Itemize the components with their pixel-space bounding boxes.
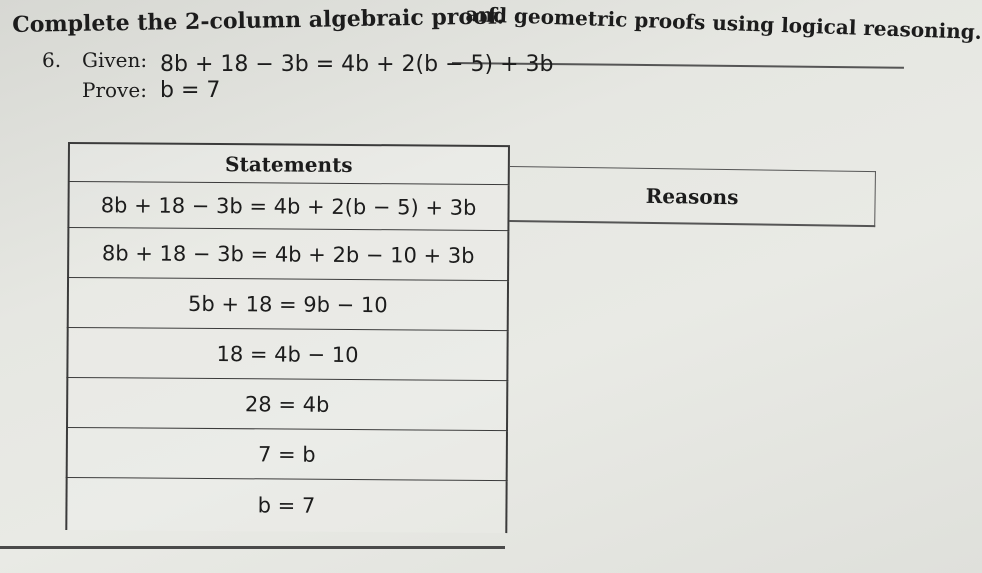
prove-label: Prove:	[82, 78, 147, 102]
given-label: Given:	[82, 48, 148, 72]
statement-row: 28 = 4b	[66, 378, 508, 431]
statements-column	[65, 142, 510, 533]
given-line	[42, 48, 554, 78]
worksheet-header: and geometric proofs using logical reasoning.	[465, 2, 982, 45]
statement-row: 7 = b	[66, 428, 508, 481]
statement-row: b = 7	[65, 478, 507, 533]
given-equation: 8b + 18 − 3b = 4b + 2(b − 5) + 3b	[160, 52, 554, 77]
statement-row: 18 = 4b − 10	[66, 328, 508, 381]
prove-line	[42, 78, 554, 108]
prove-equation: b = 7	[160, 78, 221, 103]
statement-row: 8b + 18 − 3b = 4b + 2b − 10 + 3b	[67, 228, 509, 281]
reasons-header: Reasons	[509, 166, 876, 227]
problem-number: 6.	[42, 48, 62, 72]
statements-header: Statements	[68, 142, 510, 185]
problem-statement	[42, 48, 554, 108]
statement-row: 5b + 18 = 9b − 10	[67, 278, 509, 331]
reasons-answer-area[interactable]	[512, 224, 892, 554]
statement-row: 8b + 18 − 3b = 4b + 2(b − 5) + 3b	[67, 182, 509, 231]
instruction-heading: Complete the 2-column algebraic proof.	[12, 3, 505, 38]
table-bottom-rule	[0, 546, 505, 549]
